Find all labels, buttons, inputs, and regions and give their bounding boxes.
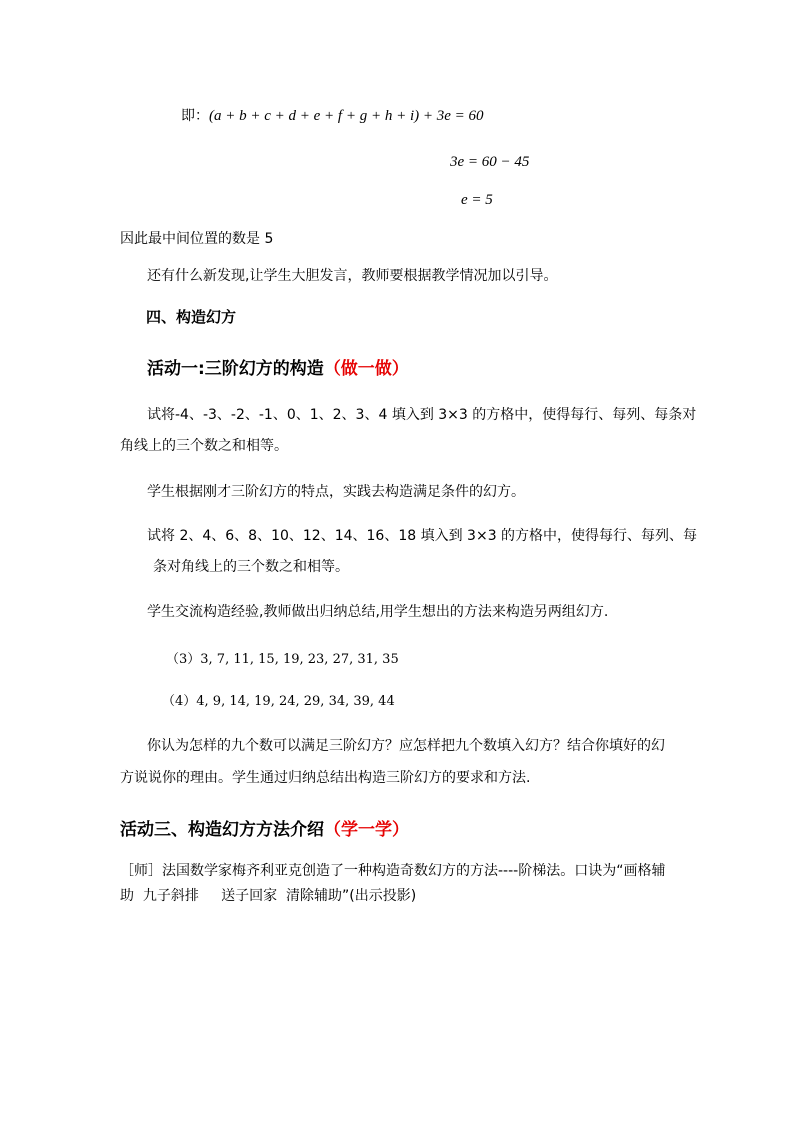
equation-prefix: 即： <box>181 108 209 124</box>
activity1-heading <box>147 354 409 379</box>
question-line1: 你认为怎样的九个数可以满足三阶幻方？应怎样把九个数填入幻方？结合你填好的幻 <box>147 738 665 754</box>
activity3-heading <box>120 815 409 840</box>
equation-line-2: 3e = 60 − 45 <box>450 154 530 170</box>
equation-line-1 <box>181 105 484 126</box>
activity1-title: 活动一:三阶幻方的构造 <box>147 359 324 379</box>
discussion-text: 还有什么新发现,让学生大胆发言，教师要根据教学情况加以引导。 <box>147 268 558 284</box>
activity3-title: 活动三、构造幻方方法介绍 <box>120 820 324 840</box>
activity3-tag: （学一学） <box>324 820 409 840</box>
task2-line1: 试将 2、4、6、8、10、12、14、16、18 填入到 3×3 的方格中，使得每行、每列、每 <box>147 528 698 544</box>
student-practice-text: 学生根据刚才三阶幻方的特点，实践去构造满足条件的幻方。 <box>147 484 525 500</box>
number-group-4: （4）4, 9, 14, 19, 24, 29, 34, 39, 44 <box>162 694 395 709</box>
task1-line1: 试将-4、-3、-2、-1、0、1、2、3、4 填入到 3×3 的方格中，使得每行、每列、每条对 <box>147 407 697 423</box>
equation-sum: (a + b + c + d + e + f + g + h + i) + 3e = 60 <box>209 108 484 124</box>
conclusion-text: 因此最中间位置的数是 5 <box>120 231 274 247</box>
question-line2: 方说说你的理由。学生通过归纳总结出构造三阶幻方的要求和方法. <box>120 770 531 786</box>
task2-line2: 条对角线上的三个数之和相等。 <box>153 559 349 575</box>
section-heading: 四、构造幻方 <box>146 308 237 326</box>
task1-line2: 角线上的三个数之和相等。 <box>120 438 288 454</box>
number-group-3: （3）3, 7, 11, 15, 19, 23, 27, 31, 35 <box>166 652 399 667</box>
summary-text: 学生交流构造经验,教师做出归纳总结,用学生想出的方法来构造另两组幻方. <box>147 604 609 620</box>
activity1-tag: （做一做） <box>323 359 409 379</box>
equation-line-3: e = 5 <box>461 192 493 208</box>
teacher-line2: 助 九子斜排 送子回家 清除辅助”(出示投影) <box>120 888 417 904</box>
teacher-line1: ［师］法国数学家梅齐利亚克创造了一种构造奇数幻方的方法----阶梯法。口诀为“画格辅 <box>120 863 666 879</box>
